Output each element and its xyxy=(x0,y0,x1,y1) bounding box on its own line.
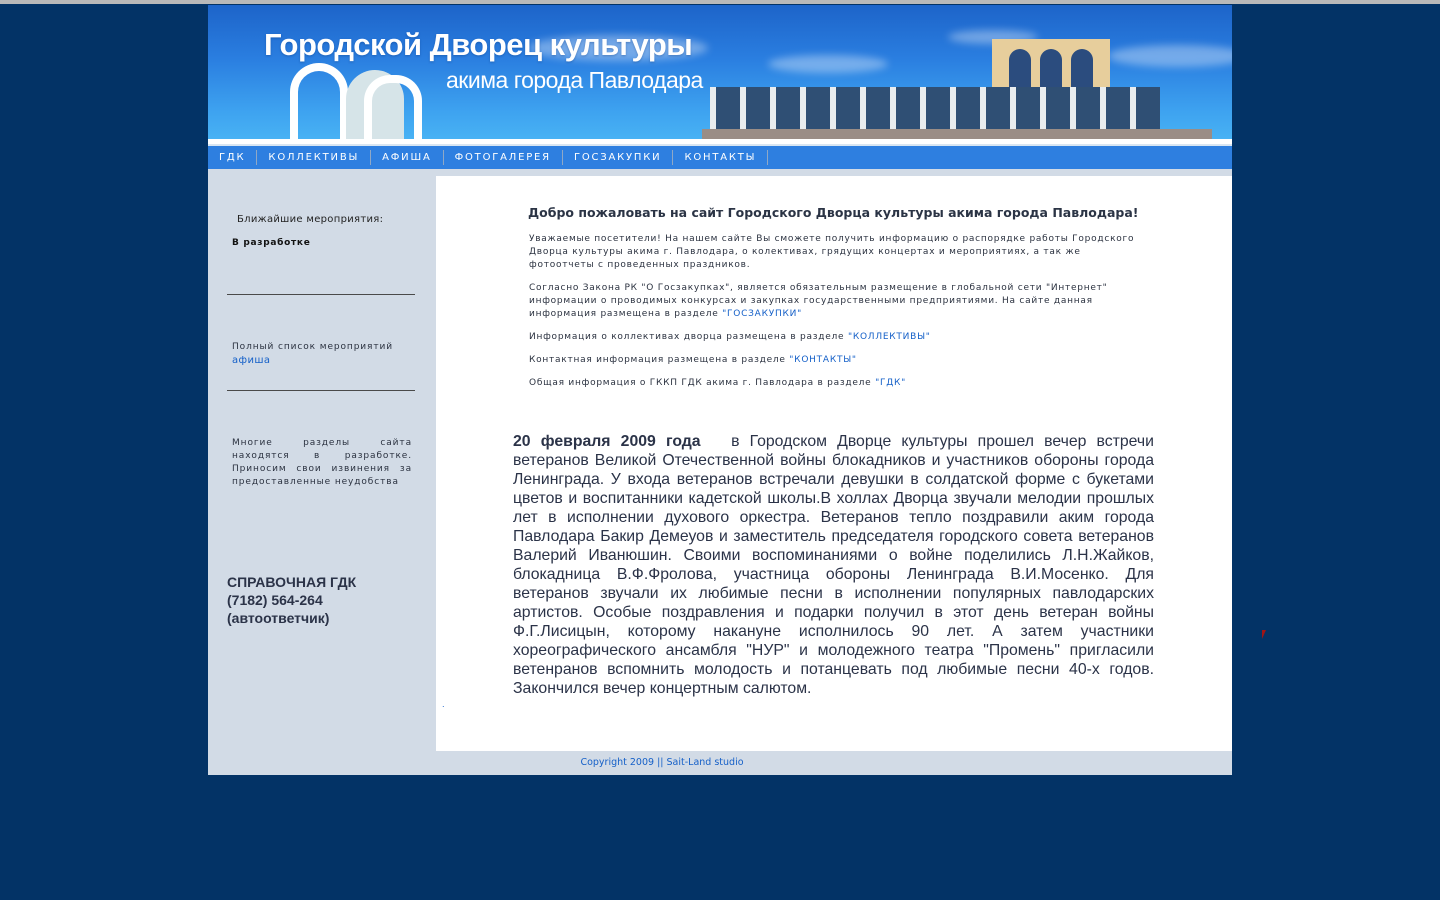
gdk-link[interactable]: "ГДК" xyxy=(875,378,907,388)
phone-number: (7182) 564-264 xyxy=(227,592,323,608)
nav-item-photogallery[interactable]: ФОТОГАЛЕРЕЯ xyxy=(444,150,563,165)
sidebar-divider xyxy=(227,294,415,295)
nav-item-collectives[interactable]: КОЛЛЕКТИВЫ xyxy=(257,150,371,165)
collectives-link[interactable]: "КОЛЛЕКТИВЫ" xyxy=(847,332,931,342)
intro-paragraph: Уважаемые посетители! На нашем сайте Вы сможете получить информацию о распорядке работы Городского Дворца культуры акима г. Павлодара, о колективах, грядущих концертах и мероприятиях, а так же фотоотчеты с проведенных праздников. xyxy=(529,234,1135,270)
logo-arch-icon xyxy=(364,75,422,139)
procurement-link[interactable]: "ГОСЗАКУПКИ" xyxy=(722,309,802,319)
logo-arch-icon xyxy=(290,63,348,139)
full-list-block xyxy=(232,341,393,367)
upcoming-events-status: В разработке xyxy=(232,238,311,248)
nav-item-contacts[interactable]: КОНТАКТЫ xyxy=(673,150,768,165)
phone-title: СПРАВОЧНАЯ ГДК xyxy=(227,574,357,590)
site-footer xyxy=(208,751,1232,775)
stray-dot: . xyxy=(442,700,445,709)
main-navigation xyxy=(208,146,1232,169)
nav-item-procurement[interactable]: ГОСЗАКУПКИ xyxy=(563,150,674,165)
news-article xyxy=(513,432,1154,698)
gdk-paragraph: Общая информация о ГККП ГДК акима г. Павлодара в разделе "ГДК" xyxy=(529,378,907,388)
nav-item-afisha[interactable]: АФИША xyxy=(371,150,443,165)
main-content xyxy=(436,176,1232,751)
page-container xyxy=(208,5,1232,775)
sidebar-divider xyxy=(227,390,415,391)
collectives-paragraph: Информация о коллективах дворца размещена в разделе "КОЛЛЕКТИВЫ" xyxy=(529,332,931,342)
nav-item-gdk[interactable]: ГДК xyxy=(208,150,257,165)
browser-top-border xyxy=(0,0,1440,4)
site-subtitle: акима города Павлодара xyxy=(446,67,703,93)
phone-note: (автоответчик) xyxy=(227,610,330,626)
site-title: Городской Дворец культуры xyxy=(264,27,693,62)
news-body: в Городском Дворце культуры прошел вечер встречи ветеранов Великой Отечественной войны блокадников и участников обороны города Ленинграда. У входа ветеранов встречали девушки в солдатской форме с букетами цветов и воспитанники кадетской школы.В холлах Дворца звучали мелодии прошлых лет в исполнении духового оркестра. Ветеранов тепло поздравили аким города Павлодара Бакир Демеуов и заместитель председателя городского совета ветеранов Валерий Иванюшин. Своими воспоминаниями о войне поделились Л.Н.Жайков, блокадница В.Ф.Фролова, участница обороны Ленинграда В.И.Мосенко. Для ветеранов звучали их любимые песни в исполнении популярных павлодарских артистов. Особые поздравления и подарки получил в этот день ветеран войны Ф.Г.Лисицын, которому накануне исполнилось 90 лет. А затем участники хореографического ансамбля "НУР" и молодежного театра "Промень" пригласили ветенранов вспомнить молодость и потанцевать под любимые песни 40-х годов. Закончился вечер концертным салютом. xyxy=(513,433,1154,697)
copyright-link[interactable]: Copyright 2009 || Sait-Land studio xyxy=(580,757,744,768)
contacts-paragraph: Контактная информация размещена в разделе "КОНТАКТЫ" xyxy=(529,355,857,365)
full-list-text: Полный список мероприятий xyxy=(232,342,394,352)
info-phone-block xyxy=(227,573,356,627)
palace-building-image xyxy=(702,25,1212,139)
upcoming-events-heading: Ближайшие мероприятия: xyxy=(237,214,384,225)
afisha-link[interactable]: афиша xyxy=(232,355,271,366)
procurement-paragraph: Согласно Закона РК "О Госзакупках", является обязательным размещение в глобальной сети "Интернет" информации о проводимых конкурсах и закупках государственными предприятиями. На сайте данная информация размещена в разделе "ГОСЗАКУПКИ" xyxy=(529,283,1108,319)
nav-bottom-band xyxy=(208,169,1232,176)
mouse-cursor-icon xyxy=(1262,630,1266,639)
left-sidebar xyxy=(208,176,436,751)
site-header-banner xyxy=(208,5,1232,139)
welcome-title: Добро пожаловать на сайт Городского Дворца культуры акима города Павлодара! xyxy=(528,205,1139,220)
under-construction-notice: Многие разделы сайта находятся в разработке. Приносим свои извинения за предоставленные неудобства xyxy=(232,438,412,487)
news-date: 20 февраля 2009 года xyxy=(513,433,701,450)
contacts-link[interactable]: "КОНТАКТЫ" xyxy=(789,355,857,365)
